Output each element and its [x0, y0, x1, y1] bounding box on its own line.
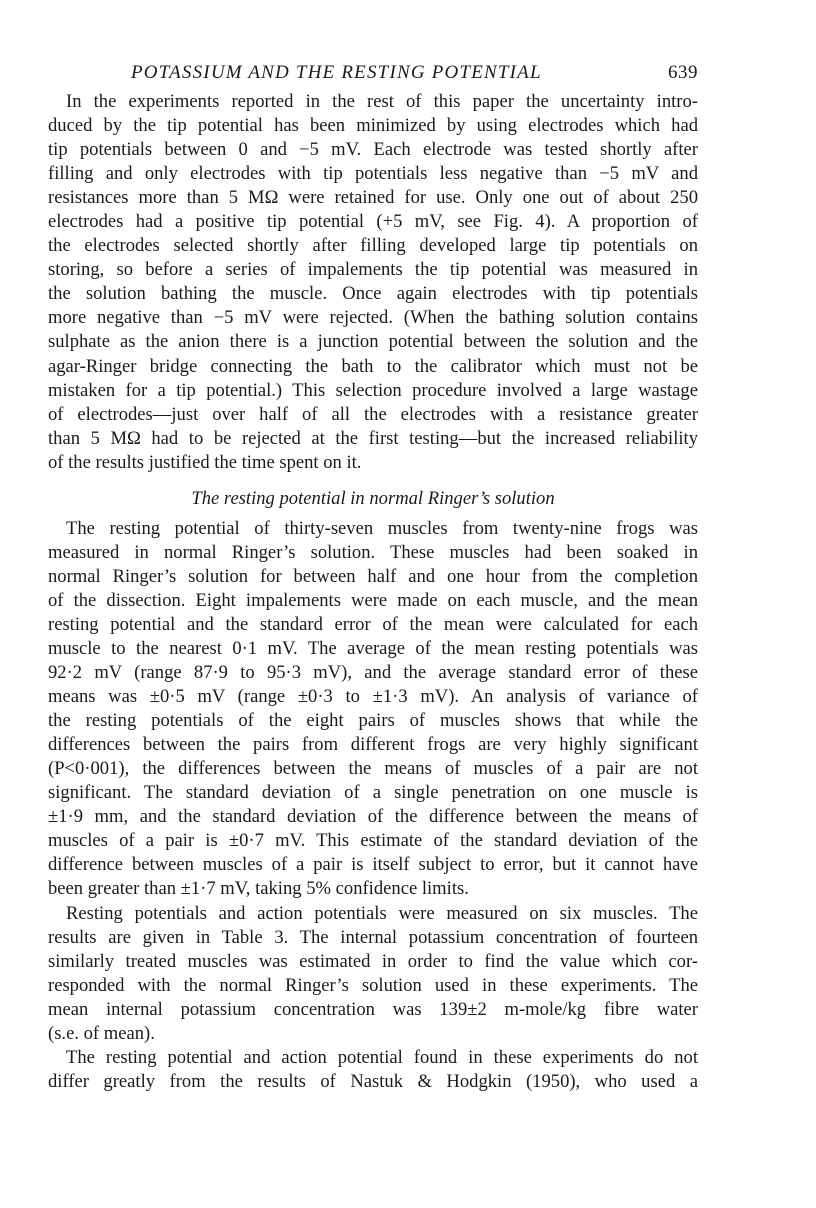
text-line: sulphate as the anion there is a junction potential between the solution and the	[48, 331, 698, 353]
text-line: differences between the pairs from different frogs are very highly significant	[48, 734, 698, 756]
text-line: the electrodes selected shortly after filling developed large tip potentials on	[48, 235, 698, 257]
text-line: (s.e. of mean).	[48, 1022, 155, 1044]
running-title: POTASSIUM AND THE RESTING POTENTIAL	[131, 62, 542, 83]
text-line: normal Ringer’s solution for between half and one hour from the completion	[48, 565, 698, 587]
paragraph-tip-potential	[48, 90, 698, 475]
text-line: In the experiments reported in the rest of this paper the uncertainty intro-	[66, 91, 698, 112]
text-line: significant. The standard deviation of a single penetration on one muscle is	[48, 782, 698, 804]
text-line: resting potential and the standard error of the mean were calculated for each	[48, 613, 698, 635]
text-line: results are given in Table 3. The internal potassium concentration of fourteen	[48, 926, 698, 948]
text-line: The resting potential of thirty-seven muscles from twenty-nine frogs was	[66, 517, 698, 539]
text-line: 92·2 mV (range 87·9 to 95·3 mV), and the average standard error of these	[48, 662, 698, 684]
text-line: duced by the tip potential has been minimized by using electrodes which had	[48, 115, 698, 137]
page	[48, 62, 698, 1094]
text-line: similarly treated muscles was estimated in order to find the value which cor-	[48, 950, 698, 972]
text-line: differ greatly from the results of Nastuk & Hodgkin (1950), who used a	[48, 1070, 698, 1092]
running-head	[48, 62, 698, 90]
text-line: The resting potential and action potential found in these experiments do not	[66, 1046, 698, 1068]
paragraph-comparison	[48, 1046, 698, 1094]
text-line: difference between muscles of a pair is itself subject to error, but it cannot have	[48, 854, 698, 876]
text-line: responded with the normal Ringer’s solution used in these experiments. The	[48, 974, 698, 996]
text-line: resistances more than 5 MΩ were retained for use. Only one out of about 250	[48, 187, 698, 209]
paragraph-action-potentials	[48, 902, 698, 1046]
text-line: mean internal potassium concentration was 139±2 m-mole/kg fibre water	[48, 998, 698, 1020]
text-line: been greater than ±1·7 mV, taking 5% confidence limits.	[48, 878, 469, 900]
text-line: tip potentials between 0 and −5 mV. Each electrode was tested shortly after	[48, 139, 698, 161]
text-line: ±1·9 mm, and the standard deviation of the difference between the means of	[48, 806, 698, 828]
text-line: of electrodes—just over half of all the electrodes with a resistance greater	[48, 403, 698, 425]
text-line: measured in normal Ringer’s solution. These muscles had been soaked in	[48, 541, 698, 563]
text-line: (P<0·001), the differences between the means of muscles of a pair are not	[48, 758, 698, 780]
text-line: the resting potentials of the eight pairs of muscles shows that while the	[48, 710, 698, 732]
text-line: more negative than −5 mV were rejected. (When the bathing solution contains	[48, 307, 698, 329]
text-line: mistaken for a tip potential.) This selection procedure involved a large wastage	[48, 379, 698, 401]
text-line: of the results justified the time spent on it.	[48, 451, 362, 473]
text-line: muscle to the nearest 0·1 mV. The average of the mean resting potentials was	[48, 637, 698, 659]
text-line: of the dissection. Eight impalements were made on each muscle, and the mean	[48, 589, 698, 611]
text-line: than 5 MΩ had to be rejected at the first testing—but the increased reliability	[48, 427, 698, 449]
text-line: Resting potentials and action potentials were measured on six muscles. The	[66, 902, 698, 924]
text-line: storing, so before a series of impalements the tip potential was measured in	[48, 259, 698, 281]
text-line: means was ±0·5 mV (range ±0·3 to ±1·3 mV). An analysis of variance of	[48, 686, 698, 708]
page-number: 639	[668, 62, 698, 83]
paragraph-resting-potential	[48, 517, 698, 902]
text-line: the solution bathing the muscle. Once again electrodes with tip potentials	[48, 283, 698, 305]
text-line: filling and only electrodes with tip potentials less negative than −5 mV and	[48, 163, 698, 185]
text-line: electrodes had a positive tip potential (+5 mV, see Fig. 4). A proportion of	[48, 211, 698, 233]
section-heading: The resting potential in normal Ringer’s solution	[191, 487, 555, 509]
text-line: agar-Ringer bridge connecting the bath to the calibrator which must not be	[48, 355, 698, 377]
text-line: muscles of a pair is ±0·7 mV. This estimate of the standard deviation of the	[48, 830, 698, 852]
